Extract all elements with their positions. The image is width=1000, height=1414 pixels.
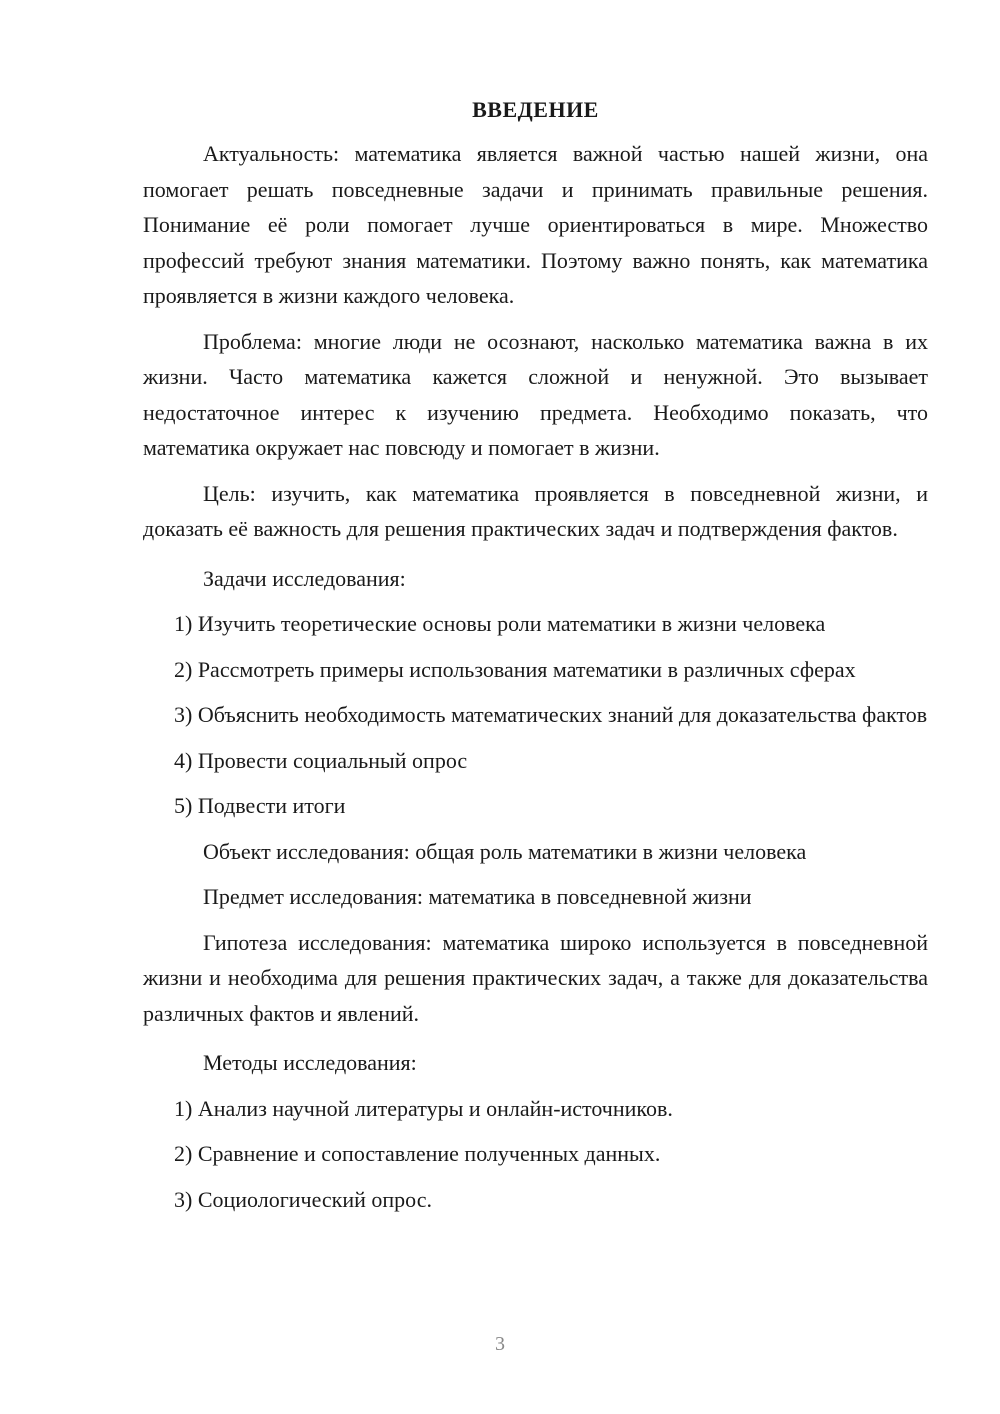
methods-heading: Методы исследования: xyxy=(203,1050,417,1075)
goal-paragraph: Цель: изучить, как математика проявляется в повседневной жизни, и доказать её важность для решения практических задач и подтверждения фактов. xyxy=(143,480,928,541)
task-item: 4) Провести социальный опрос xyxy=(174,747,468,773)
subject-paragraph: Предмет исследования: математика в повседневной жизни xyxy=(203,884,752,909)
method-item: 2) Сравнение и сопоставление полученных данных. xyxy=(174,1141,661,1166)
task-item: 1) Изучить теоретические основы роли математики в жизни человека xyxy=(174,611,826,636)
method-item: 3) Социологический опрос. xyxy=(174,1186,432,1212)
section-title: ВВЕДЕНИЕ xyxy=(472,97,599,122)
object-paragraph: Объект исследования: общая роль математики в жизни человека xyxy=(203,838,807,864)
relevance-paragraph: Актуальность: математика является важной частью нашей жизни, она помогает решать повседневные задачи и принимать правильные решения. Понимание её роли помогает лучше ориентироваться в мире. Множество профессий требуют знания математики. Поэтому важно понять, как математика проявляется в жизни каждого человека. xyxy=(143,141,928,308)
hypothesis-paragraph: Гипотеза исследования: математика широко используется в повседневной жизни и необходима для решения практических задач, а также для доказательства различных фактов и явлений. xyxy=(143,929,928,1026)
task-item: 3) Объяснить необходимость математических знаний для доказательства фактов xyxy=(174,702,928,727)
task-item: 2) Рассмотреть примеры использования математики в различных сферах xyxy=(174,656,856,682)
task-item: 5) Подвести итоги xyxy=(174,793,346,818)
page-number: 3 xyxy=(495,1333,505,1355)
document-page xyxy=(143,92,928,1217)
problem-paragraph: Проблема: многие люди не осознают, насколько математика важна в их жизни. Часто математика кажется сложной и ненужной. Это вызывает недостаточное интерес к изучению предмета. Необходимо показать, что математика окружает нас повсюду и помогает в жизни. xyxy=(143,328,928,460)
tasks-heading: Задачи исследования: xyxy=(203,565,406,591)
method-item: 1) Анализ научной литературы и онлайн-источников. xyxy=(174,1095,673,1121)
